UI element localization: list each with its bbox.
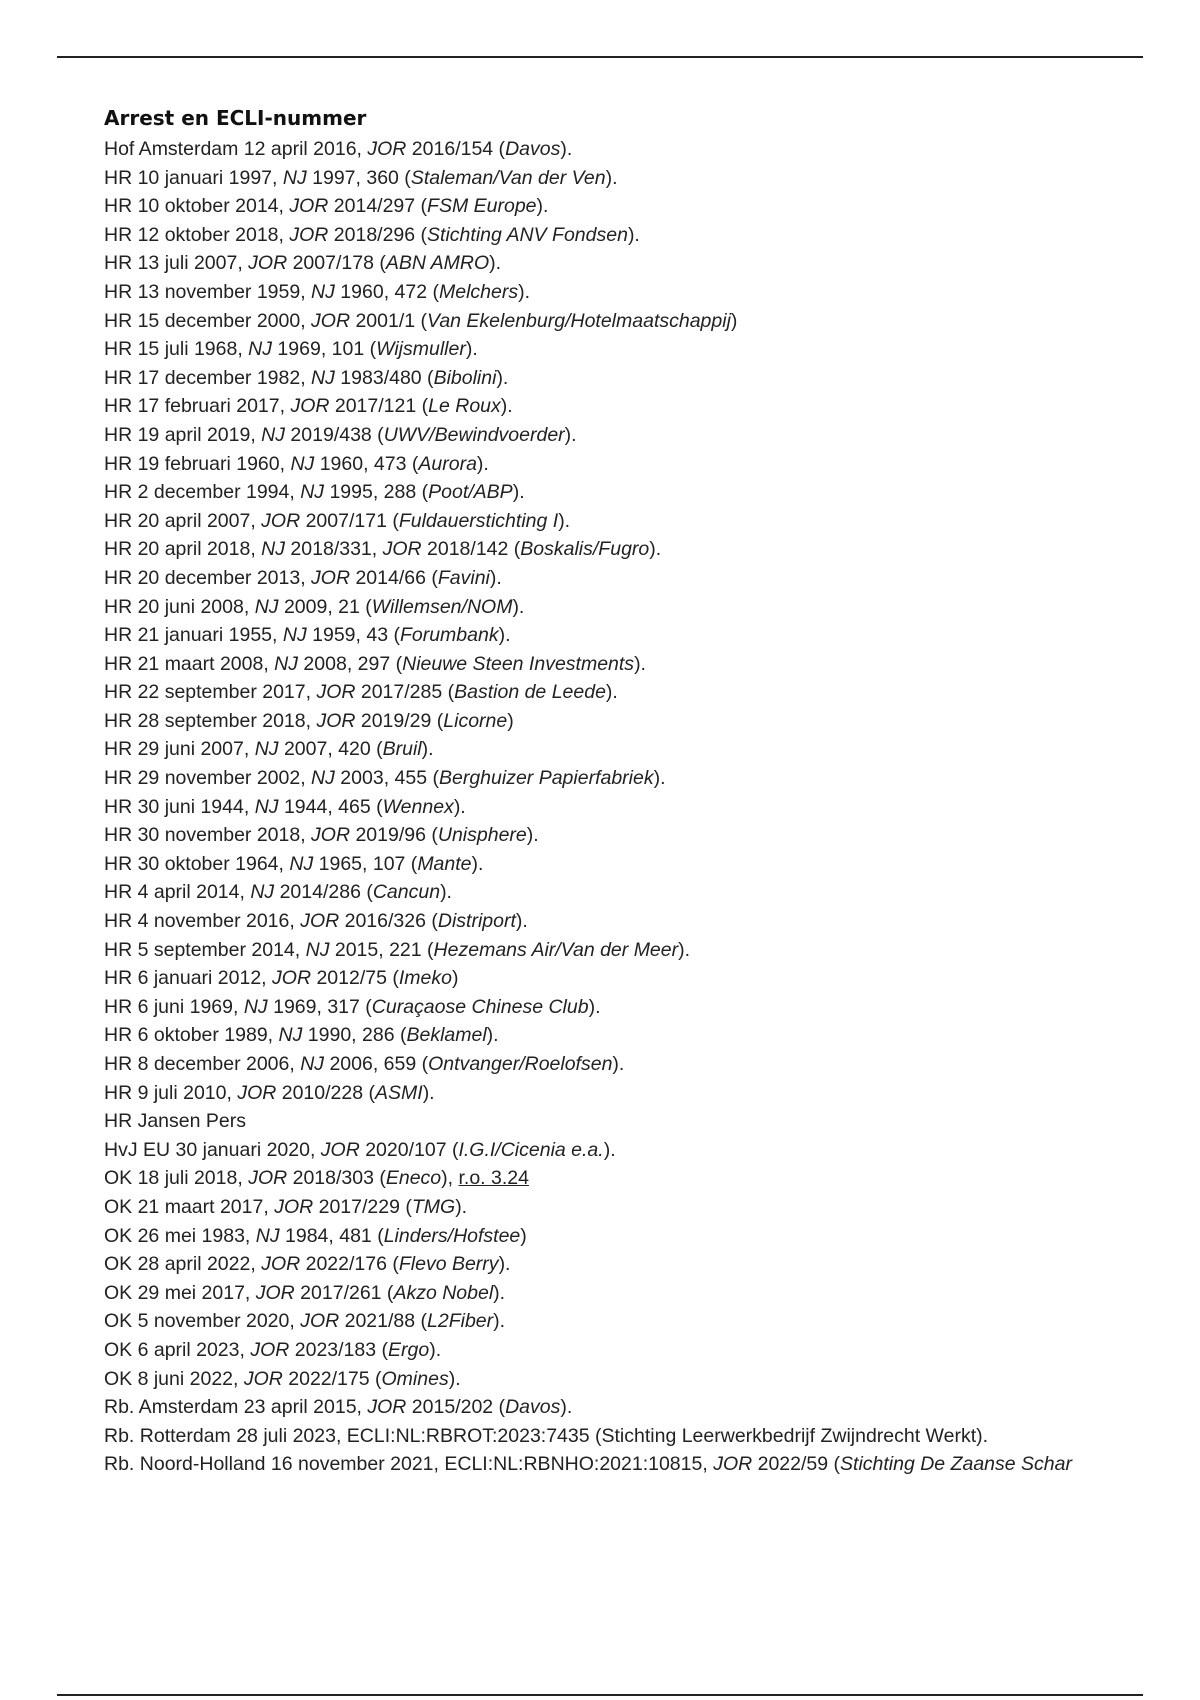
case-citation — [104, 1365, 1200, 1394]
citation-italic: ASMI — [375, 1081, 423, 1104]
case-citation — [104, 907, 1200, 936]
citation-text: 2016/154 ( — [406, 138, 506, 160]
citation-text: 2018/296 ( — [328, 223, 428, 246]
citation-text: ). — [422, 1081, 435, 1104]
citation-text: HR 21 maart 2008, — [104, 652, 275, 675]
citation-text: HR 6 juni 1969, — [104, 995, 244, 1018]
citation-text: 2015, 221 ( — [329, 938, 434, 961]
citation-text: 2018/331, — [285, 538, 383, 561]
citation-text: HvJ EU 30 januari 2020, — [104, 1138, 321, 1161]
citation-italic: JOR — [237, 1081, 277, 1104]
case-citation — [104, 1450, 1200, 1479]
case-citation — [104, 707, 1200, 736]
citation-italic: Berghuizer Papierfabriek — [438, 767, 654, 790]
citation-text: OK 26 mei 1983, — [104, 1224, 256, 1247]
citation-text: ). — [605, 166, 618, 189]
case-citation — [104, 850, 1200, 879]
citation-text: ). — [465, 338, 478, 361]
citation-text: 1990, 286 ( — [302, 1024, 407, 1047]
citation-italic: NJ — [290, 452, 315, 475]
citation-text: HR 29 juni 2007, — [104, 738, 255, 761]
citation-text: ) — [520, 1224, 527, 1247]
citation-italic: NJ — [254, 595, 279, 618]
case-citation — [104, 735, 1200, 764]
case-citation — [104, 164, 1200, 193]
citation-text: HR 30 juni 1944, — [104, 795, 255, 818]
citation-text: ). — [455, 1195, 468, 1218]
case-citation — [104, 564, 1200, 593]
citation-text: 1969, 101 ( — [272, 338, 377, 361]
citation-italic: Unisphere — [437, 824, 527, 847]
citation-text: ). — [493, 1281, 506, 1304]
citation-text: ). — [560, 1396, 573, 1419]
case-citation — [104, 1279, 1200, 1308]
citation-italic: Omines — [381, 1367, 449, 1390]
citation-text: Rb. Amsterdam 23 april 2015, — [104, 1396, 368, 1419]
citation-text: HR 15 juli 1968, — [104, 338, 249, 361]
citation-text: HR 30 oktober 1964, — [104, 852, 290, 875]
case-citation — [104, 278, 1200, 307]
citation-italic: Melchers — [438, 280, 519, 303]
citation-italic: NJ — [300, 481, 325, 504]
citation-text: HR 2 december 1994, — [104, 481, 301, 504]
case-citation — [104, 593, 1200, 622]
citation-italic: JOR — [311, 824, 351, 847]
citation-italic: Wijsmuller — [376, 338, 466, 361]
case-citation — [104, 421, 1200, 450]
citation-italic: Poot/ABP — [428, 481, 513, 504]
citation-italic: Mante — [417, 852, 472, 875]
case-citation — [104, 650, 1200, 679]
citation-text: OK 6 april 2023, — [104, 1338, 251, 1361]
citation-text: 1960, 472 ( — [334, 280, 439, 303]
citation-text: OK 18 juli 2018, — [104, 1167, 249, 1190]
citation-italic: JOR — [261, 1253, 301, 1276]
citation-italic: NJ — [282, 624, 307, 647]
case-citation — [104, 993, 1200, 1022]
citation-text: 2017/229 ( — [313, 1195, 412, 1218]
citation-italic: Boskalis/Fugro — [520, 538, 650, 561]
case-citation — [104, 535, 1200, 564]
citation-italic: Cancun — [372, 881, 441, 904]
citation-text: 1959, 43 ( — [306, 624, 400, 647]
citation-text: ). — [627, 223, 640, 246]
case-citation — [104, 821, 1200, 850]
citation-italic: JOR — [248, 252, 288, 275]
citation-text: HR 9 juli 2010, — [104, 1081, 238, 1104]
citation-text: HR 30 november 2018, — [104, 824, 312, 847]
case-citation — [104, 392, 1200, 421]
citation-text: 2022/175 ( — [282, 1367, 382, 1390]
citation-text: ). — [603, 1138, 616, 1161]
case-citation — [104, 307, 1200, 336]
citation-italic: JOR — [289, 223, 329, 246]
citation-text: HR 12 oktober 2018, — [104, 223, 290, 246]
citation-italic: L2Fiber — [427, 1310, 494, 1333]
citation-italic: Bruil — [382, 738, 422, 761]
citation-text: 2019/29 ( — [355, 709, 444, 732]
citation-text: HR Jansen Pers — [104, 1110, 246, 1133]
citation-italic: Fuldauerstichting I — [398, 509, 559, 532]
citation-text: ). — [500, 395, 513, 418]
citation-text: HR 13 november 1959, — [104, 280, 312, 303]
case-citation — [104, 1393, 1200, 1422]
case-citation — [104, 1250, 1200, 1279]
citation-text: 2003, 455 ( — [334, 767, 439, 790]
citation-text: 2022/59 ( — [752, 1453, 841, 1476]
citation-text: ). — [560, 138, 573, 160]
case-citation — [104, 1021, 1200, 1050]
citation-text: 2007/178 ( — [287, 252, 386, 275]
citation-italic: NJ — [261, 423, 286, 446]
citation-text: ). — [649, 538, 662, 561]
case-citation — [104, 1422, 1200, 1451]
citation-italic: JOR — [382, 538, 422, 561]
citation-italic: Eneco — [385, 1167, 442, 1190]
case-citation — [104, 1193, 1200, 1222]
citation-italic: NJ — [254, 795, 279, 818]
citation-text: HR 22 september 2017, — [104, 681, 317, 704]
citation-italic: JOR — [248, 1167, 288, 1190]
citation-italic: JOR — [274, 1195, 314, 1218]
citation-text: ). — [588, 995, 601, 1018]
citation-text: ). — [558, 509, 571, 532]
citation-text: HR 21 januari 1955, — [104, 624, 283, 647]
citation-italic: JOR — [300, 910, 340, 933]
case-citation — [104, 135, 1200, 164]
case-citation — [104, 364, 1200, 393]
citation-text: 2014/297 ( — [328, 195, 428, 218]
citation-text: ). — [612, 1053, 625, 1075]
citation-text: 2016/326 ( — [339, 910, 438, 933]
citation-italic: Forumbank — [399, 624, 499, 647]
citation-text: ). — [448, 1367, 461, 1390]
page-content — [104, 103, 1200, 1479]
citation-italic: NJ — [250, 881, 275, 904]
citation-text: HR 17 februari 2017, — [104, 395, 291, 418]
citation-italic: JOR — [243, 1367, 283, 1390]
case-citation — [104, 1136, 1200, 1165]
citation-italic: JOR — [713, 1453, 753, 1476]
citation-text: 2017/261 ( — [294, 1281, 394, 1304]
case-citation — [104, 964, 1200, 993]
case-citation — [104, 678, 1200, 707]
citation-text: 2006, 659 ( — [324, 1053, 429, 1075]
case-citation — [104, 1336, 1200, 1365]
case-citation — [104, 1164, 1200, 1193]
citation-text: ). — [496, 366, 509, 389]
citation-italic: Favini — [437, 566, 490, 589]
citation-italic: NJ — [305, 938, 330, 961]
citation-text: 2017/121 ( — [329, 395, 429, 418]
citation-text: 2014/286 ( — [274, 881, 373, 904]
citation-italic: NJ — [289, 852, 314, 875]
citation-text: ). — [440, 881, 452, 904]
citation-text: 1983/480 ( — [334, 366, 434, 389]
case-citation — [104, 1307, 1200, 1336]
case-citation — [104, 793, 1200, 822]
citation-text: HR 13 juli 2007, — [104, 252, 249, 275]
citation-italic: JOR — [290, 395, 330, 418]
citation-italic: Aurora — [418, 452, 477, 475]
citation-italic: Flevo Berry — [398, 1253, 499, 1276]
citation-italic: Akzo Nobel — [393, 1281, 494, 1304]
citation-italic: Linders/Hofstee — [383, 1224, 521, 1247]
citation-text: 2019/438 ( — [285, 423, 384, 446]
citation-italic: NJ — [261, 538, 286, 561]
citation-text: ). — [421, 738, 434, 761]
citation-italic: Stichting De Zaanse Schar — [840, 1453, 1072, 1476]
citation-italic: NJ — [311, 366, 335, 389]
case-citation — [104, 450, 1200, 479]
citation-italic: Staleman/Van der Ven — [410, 166, 606, 189]
citation-text: HR 6 januari 2012, — [104, 967, 273, 990]
citation-text: 1995, 288 ( — [324, 481, 429, 504]
citation-text: ) — [730, 309, 738, 332]
case-citation — [104, 878, 1200, 907]
citation-text: ). — [634, 652, 646, 675]
citation-text: ). — [498, 624, 511, 647]
case-citation — [104, 478, 1200, 507]
citation-text: OK 28 april 2022, — [104, 1253, 262, 1276]
citation-text: ). — [536, 195, 549, 218]
citation-text: ). — [526, 824, 539, 847]
citation-underlined: r.o. 3.24 — [458, 1167, 529, 1190]
citation-italic: JOR — [261, 509, 301, 532]
citation-text: 2009, 21 ( — [278, 595, 372, 618]
citation-italic: Davos — [505, 138, 561, 160]
citation-italic: ABN AMRO — [385, 252, 490, 275]
citation-text: 2007, 420 ( — [278, 738, 383, 761]
case-citation — [104, 1107, 1200, 1136]
citation-text: OK 8 juni 2022, — [104, 1367, 244, 1390]
citation-text: Rb. Rotterdam 28 juli 2023, ECLI:NL:RBROT:2023:7435 (Stichting Leerwerkbedrijf Zwijndrecht Werkt). — [104, 1424, 989, 1447]
citation-text: ). — [653, 767, 666, 790]
citation-italic: Wennex — [382, 795, 454, 818]
citation-text: HR 20 april 2007, — [104, 509, 262, 532]
citation-text: HR 20 juni 2008, — [104, 595, 255, 618]
citation-text: 2019/96 ( — [350, 824, 438, 847]
section-heading: Arrest en ECLI-nummer — [104, 106, 367, 130]
citation-text: 1969, 317 ( — [267, 995, 372, 1018]
citation-text: HR 8 december 2006, — [104, 1053, 301, 1075]
citation-italic: Ergo — [388, 1338, 430, 1361]
citation-italic: Nieuwe Steen Investments — [402, 652, 635, 675]
citation-italic: UWV/Bewindvoerder — [383, 423, 565, 446]
citation-text: HR 19 april 2019, — [104, 423, 262, 446]
citation-italic: Hezemans Air/Van der Meer — [433, 938, 679, 961]
citation-italic: JOR — [367, 138, 407, 160]
citation-text: ). — [453, 795, 466, 818]
citation-text: 2008, 297 ( — [298, 652, 403, 675]
citation-italic: Beklamel — [406, 1024, 487, 1047]
citation-text: ), — [441, 1167, 459, 1190]
case-citation — [104, 221, 1200, 250]
citation-text: OK 29 mei 2017, — [104, 1281, 256, 1304]
citation-text: HR 28 september 2018, — [104, 709, 317, 732]
case-citation — [104, 249, 1200, 278]
citation-italic: JOR — [289, 195, 329, 218]
citation-text: 1984, 481 ( — [279, 1224, 384, 1247]
case-citation — [104, 335, 1200, 364]
citation-text: 2018/303 ( — [287, 1167, 386, 1190]
citation-italic: Bibolini — [433, 366, 497, 389]
case-citation — [104, 764, 1200, 793]
citation-text: ). — [515, 910, 528, 933]
citation-italic: Imeko — [398, 967, 452, 990]
citation-italic: JOR — [311, 309, 351, 332]
citation-italic: Willemsen/NOM — [371, 595, 513, 618]
citation-italic: NJ — [311, 767, 335, 790]
citation-italic: JOR — [316, 709, 356, 732]
citation-italic: NJ — [311, 280, 335, 303]
citation-text: ). — [498, 1253, 511, 1276]
citation-italic: FSM Europe — [427, 195, 537, 218]
citation-italic: NJ — [254, 738, 279, 761]
case-citation — [104, 936, 1200, 965]
citation-text: ). — [429, 1338, 442, 1361]
citation-italic: Curaçaose Chinese Club — [371, 995, 589, 1018]
citation-italic: JOR — [320, 1138, 360, 1161]
case-citation — [104, 1222, 1200, 1251]
citation-text: 1997, 360 ( — [306, 166, 411, 189]
citation-italic: JOR — [316, 681, 356, 704]
citation-italic: JOR — [272, 967, 312, 990]
citation-text: 2023/183 ( — [289, 1338, 389, 1361]
citation-italic: NJ — [278, 1024, 303, 1047]
citation-italic: Le Roux — [428, 395, 501, 418]
citation-text: ). — [564, 423, 577, 446]
citation-text: Rb. Noord-Holland 16 november 2021, ECLI:NL:RBNHO:2021:10815, — [104, 1453, 714, 1476]
citation-text: 2010/228 ( — [276, 1081, 375, 1104]
case-citation — [104, 1079, 1200, 1108]
citation-text: ). — [512, 595, 525, 618]
citation-text: Hof Amsterdam 12 april 2016, — [104, 138, 368, 160]
citation-italic: Ontvanger/Roelofsen — [428, 1053, 613, 1075]
citation-text: ). — [486, 1024, 499, 1047]
citation-text: HR 20 april 2018, — [104, 538, 262, 561]
citation-text: ) — [507, 709, 514, 732]
citation-text: ). — [493, 1310, 506, 1333]
citation-text: 1960, 473 ( — [314, 452, 419, 475]
citation-text: ) — [451, 967, 459, 990]
citation-italic: JOR — [250, 1338, 290, 1361]
citation-italic: JOR — [311, 566, 351, 589]
citation-text: HR 4 april 2014, — [104, 881, 251, 904]
citation-text: HR 17 december 1982, — [104, 366, 312, 389]
citation-text: ). — [489, 566, 502, 589]
citation-text: 2012/75 ( — [311, 967, 399, 990]
citation-italic: JOR — [367, 1396, 407, 1419]
citation-text: HR 10 oktober 2014, — [104, 195, 290, 218]
citation-text: 2014/66 ( — [350, 566, 438, 589]
citation-italic: JOR — [300, 1310, 340, 1333]
citation-italic: NJ — [255, 1224, 280, 1247]
citation-text: 1944, 465 ( — [278, 795, 383, 818]
case-citation — [104, 1050, 1200, 1079]
citation-italic: JOR — [255, 1281, 295, 1304]
citation-text: 2001/1 ( — [350, 309, 428, 332]
citation-text: ). — [476, 452, 489, 475]
citation-text: 2021/88 ( — [339, 1310, 428, 1333]
citation-text: 2007/171 ( — [300, 509, 399, 532]
citation-text: ). — [512, 481, 525, 504]
citation-italic: I.G.I/Cicenia e.a. — [458, 1138, 604, 1161]
case-list — [104, 135, 1200, 1479]
citation-italic: NJ — [274, 652, 299, 675]
citation-text: 1965, 107 ( — [313, 852, 418, 875]
citation-text: ). — [471, 852, 484, 875]
citation-italic: Davos — [505, 1396, 561, 1419]
citation-italic: NJ — [282, 166, 307, 189]
citation-text: HR 6 oktober 1989, — [104, 1024, 279, 1047]
citation-text: HR 10 januari 1997, — [104, 166, 283, 189]
citation-italic: Van Ekelenburg/Hotelmaatschappij — [427, 309, 731, 332]
citation-italic: Bastion de Leede — [454, 681, 606, 704]
citation-italic: NJ — [300, 1053, 325, 1075]
citation-italic: NJ — [243, 995, 268, 1018]
top-rule — [57, 56, 1143, 58]
citation-text: HR 19 februari 1960, — [104, 452, 291, 475]
citation-text: 2017/285 ( — [355, 681, 455, 704]
citation-text: 2015/202 ( — [406, 1396, 506, 1419]
citation-text: HR 20 december 2013, — [104, 566, 312, 589]
citation-text: 2022/176 ( — [300, 1253, 399, 1276]
citation-text: ). — [605, 681, 618, 704]
citation-text: HR 5 september 2014, — [104, 938, 306, 961]
citation-text: ). — [678, 938, 691, 961]
citation-italic: Distriport — [437, 910, 516, 933]
case-citation — [104, 507, 1200, 536]
citation-text: 2018/142 ( — [421, 538, 521, 561]
citation-text: ). — [489, 252, 502, 275]
citation-text: 2020/107 ( — [359, 1138, 459, 1161]
case-citation — [104, 192, 1200, 221]
bottom-rule — [57, 1694, 1143, 1696]
citation-text: OK 5 november 2020, — [104, 1310, 301, 1333]
citation-text: HR 15 december 2000, — [104, 309, 312, 332]
citation-text: OK 21 maart 2017, — [104, 1195, 275, 1218]
citation-italic: Stichting ANV Fondsen — [427, 223, 628, 246]
citation-italic: Licorne — [443, 709, 508, 732]
citation-italic: TMG — [411, 1195, 456, 1218]
citation-text: HR 4 november 2016, — [104, 910, 301, 933]
case-citation — [104, 621, 1200, 650]
citation-text: ). — [518, 280, 531, 303]
citation-text: HR 29 november 2002, — [104, 767, 312, 790]
citation-italic: NJ — [248, 338, 273, 361]
